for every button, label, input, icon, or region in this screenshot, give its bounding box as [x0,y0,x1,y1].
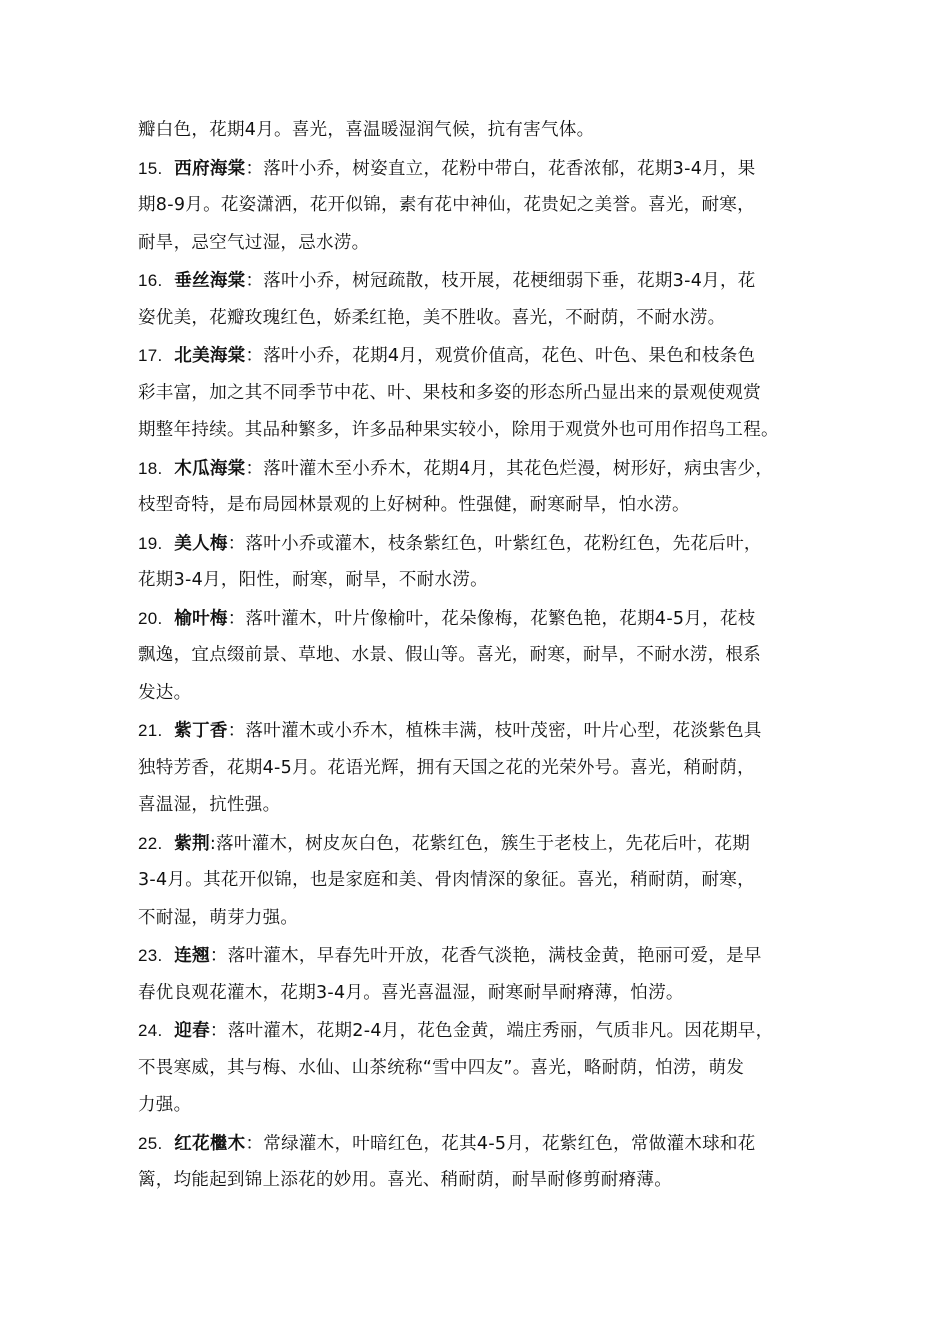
entry-line [138,375,828,413]
entry-first-line [138,337,828,375]
entry-line [138,1087,828,1125]
entry-text: 篱，均能起到锦上添花的妙用。喜光、稍耐荫，耐旱耐修剪耐瘠薄。 [138,1170,672,1190]
entry-text: ：落叶灌木至小乔木，花期4月，其花色烂漫，树形好，病虫害少， [245,458,774,479]
entry-text: 力强。 [138,1095,192,1115]
entry-line [138,750,828,788]
entry-line [138,1050,828,1088]
entry-text: ：落叶小乔或灌木，枝条紫红色，叶紫红色，花粉红色，先花后叶， [227,533,762,554]
entry-number: 24. [138,1021,163,1040]
entry-number: 21. [138,721,163,740]
plant-name: 迎春 [174,1021,210,1041]
entry-number: 22. [138,833,163,853]
entry-line [138,787,828,825]
entry-number: 16. [138,271,163,290]
entry-number: 23. [138,946,163,965]
entry-text: 发达。 [138,682,192,703]
entry-number: 25. [138,1133,163,1153]
entry-first-line [138,1012,828,1050]
entry-text: :落叶灌木，树皮灰白色，花紫红色，簇生于老枝上，先花后叶，花期 [209,833,751,854]
plant-name: 紫荆 [174,833,210,854]
entry-text: ：落叶灌木或小乔木，植株丰满，枝叶茂密，叶片心型，花淡紫色具 [227,721,762,741]
plant-name: 木瓜海棠 [174,458,246,479]
entry-line [138,187,828,225]
entry-text: ：落叶灌木，花期2-4月，花色金黄，端庄秀丽，气质非凡。因花期早， [209,1021,774,1041]
entry-text: ：常绿灌木，叶暗红色，花其4-5月，花紫红色，常做灌木球和花 [245,1133,756,1154]
entry-line [138,637,828,675]
entry-line [138,900,828,938]
entry-text: ：落叶灌木，叶片像榆叶，花朵像梅，花繁色艳，花期4-5月，花枝 [227,608,756,629]
entry-text: 3-4月。其花开似锦，也是家庭和美、骨肉情深的象征。喜光，稍耐荫，耐寒， [138,870,755,890]
entry-number: 17. [138,346,163,365]
entry-number: 19. [138,533,163,553]
entry-first-line [138,712,828,750]
entry-line [138,675,828,713]
entry-line [138,975,828,1013]
entry-first-line [138,150,828,188]
entry-text: 耐旱，忌空气过湿，忌水涝。 [138,232,370,253]
entry-first-line [138,1125,828,1163]
entry-first-line [138,525,828,563]
entry-text: 春优良观花灌木，花期3-4月。喜光喜温湿，耐寒耐旱耐瘠薄，怕涝。 [138,982,684,1003]
entry-first-line [138,600,828,638]
plant-name: 北美海棠 [174,346,246,366]
entry-number: 20. [138,608,163,628]
entry-text: 独特芳香，花期4-5月。花语光辉，拥有天国之花的光荣外号。喜光，稍耐荫， [138,757,755,778]
entry-text: 期整年持续。其品种繁多，许多品种果实较小，除用于观赏外也可用作招鸟工程。 [138,420,779,440]
entry-first-line [138,937,828,975]
entry-line [138,1162,828,1200]
entry-text: 姿优美，花瓣玫瑰红色，娇柔红艳，美不胜收。喜光，不耐荫，不耐水涝。 [138,307,726,328]
entry-text: 期8-9月。花姿潇洒，花开似锦，素有花中神仙，花贵妃之美誉。喜光，耐寒， [138,195,755,215]
entry-first-line [138,825,828,863]
entry-first-line [138,262,828,300]
plant-name: 垂丝海棠 [174,271,246,291]
entry-number: 15. [138,158,163,178]
entry-line [138,412,828,450]
entry-line [138,487,828,525]
entry-line [138,300,828,338]
entry-line [138,225,828,263]
entry-text: 喜温湿，抗性强。 [138,795,281,815]
entry-text: 不耐湿，萌芽力强。 [138,907,299,928]
entry-text: 枝型奇特，是布局园林景观的上好树种。性强健，耐寒耐旱，怕水涝。 [138,495,690,515]
plant-name: 连翘 [174,946,210,966]
intro-line: 瓣白色，花期4月。喜光，喜温暖湿润气候，抗有害气体。 [138,120,595,140]
plant-name: 西府海棠 [174,158,246,179]
entry-number: 18. [138,458,163,478]
entry-text: 彩丰富，加之其不同季节中花、叶、果枝和多姿的形态所凸显出来的景观使观赏 [138,382,761,403]
entry-text: 飘逸，宜点缀前景、草地、水景、假山等。喜光，耐寒，耐旱，不耐水涝，根系 [138,645,761,665]
entry-text: 不畏寒威，其与梅、水仙、山茶统称“雪中四友”。喜光，略耐荫，怕涝，萌发 [138,1057,745,1078]
entry-text: 花期3-4月，阳性，耐寒，耐旱，不耐水涝。 [138,570,488,590]
entry-text: ：落叶小乔，树姿直立，花粉中带白，花香浓郁，花期3-4月，果 [245,158,756,179]
plant-name: 红花檵木 [174,1133,246,1154]
entry-text: ：落叶小乔，树冠疏散，枝开展，花梗细弱下垂，花期3-4月，花 [245,271,756,291]
entry-line [138,862,828,900]
entry-text: ：落叶小乔，花期4月，观赏价值高，花色、叶色、果色和枝条色 [245,346,756,366]
entry-text: ：落叶灌木，早春先叶开放，花香气淡艳，满枝金黄，艳丽可爱，是早 [209,946,762,966]
plant-name: 榆叶梅 [174,608,228,629]
entry-first-line [138,450,828,488]
document-page [138,112,828,1200]
plant-name: 美人梅 [174,533,228,554]
plant-name: 紫丁香 [174,721,228,741]
entry-line [138,562,828,600]
